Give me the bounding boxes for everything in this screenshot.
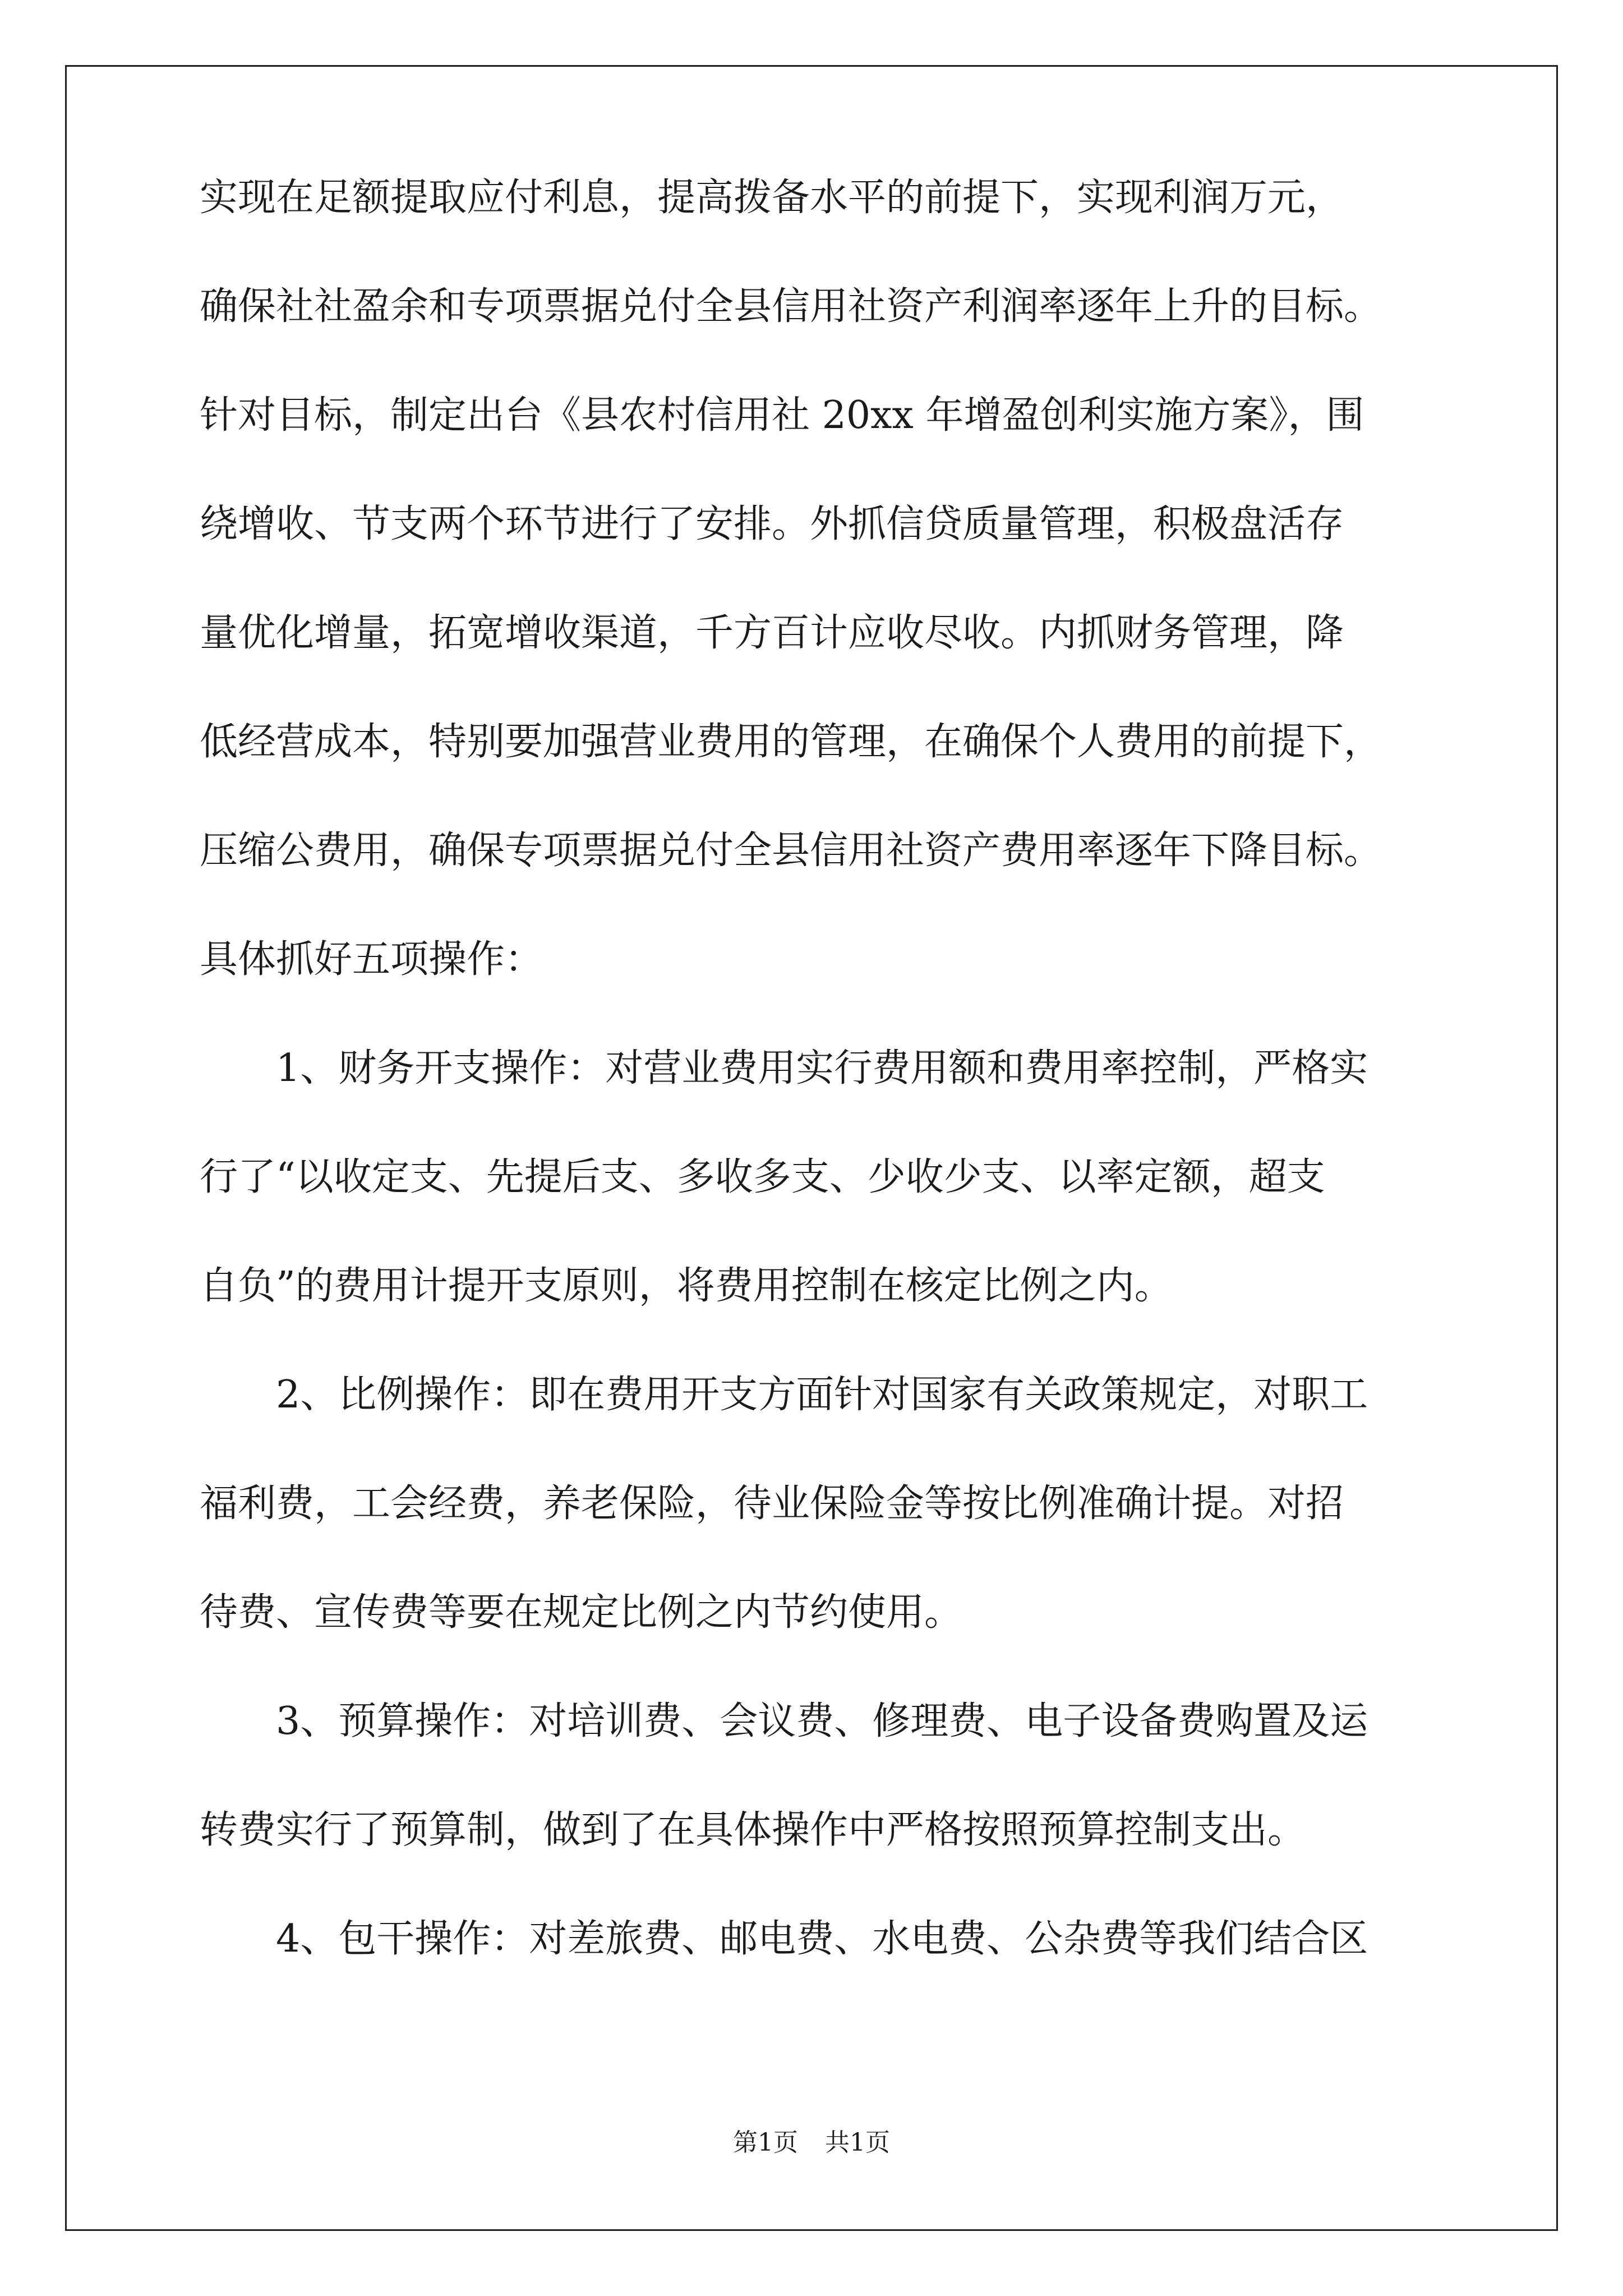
text-line: 针对目标，制定出台《县农村信用社 20xx 年增盈创利实施方案》，围: [200, 393, 1364, 438]
text-line: 量优化增量，拓宽增收渠道，千方百计应收尽收。内抓财务管理，降: [200, 611, 1344, 655]
page-total: 共1页: [825, 2128, 890, 2157]
text-line: 待费、宣传费等要在规定比例之内节约使用。: [200, 1590, 963, 1635]
text-line: 具体抓好五项操作：: [200, 937, 543, 982]
text-line: 压缩公费用，确保专项票据兑付全县信用社资产费用率逐年下降目标。: [200, 829, 1382, 873]
text-line: 低经营成本，特别要加强营业费用的管理，在确保个人费用的前提下，: [200, 720, 1382, 764]
text-line: 自负”的费用计提开支原则，将费用控制在核定比例之内。: [200, 1264, 1173, 1308]
item-2-line: 2、比例操作：即在费用开支方面针对国家有关政策规定，对职工: [276, 1373, 1368, 1417]
text-line: 绕增收、节支两个环节进行了安排。外抓信贷质量管理，积极盘活存: [200, 502, 1344, 546]
document-body: [200, 178, 1433, 2028]
item-3-line: 3、预算操作：对培训费、会议费、修理费、电子设备费购置及运: [276, 1699, 1368, 1743]
text-line: 确保社社盈余和专项票据兑付全县信用社资产利润率逐年上升的目标。: [200, 284, 1382, 329]
item-4-line: 4、包干操作：对差旅费、邮电费、水电费、公杂费等我们结合区: [276, 1917, 1368, 1961]
text-line: 福利费，工会经费，养老保险，待业保险金等按比例准确计提。对招: [200, 1481, 1344, 1526]
item-1-line: 1、财务开支操作：对营业费用实行费用额和费用率控制，严格实: [276, 1046, 1368, 1091]
text-line: 实现在足额提取应付利息，提高拨备水平的前提下，实现利润万元，: [200, 176, 1344, 220]
page-number: 第1页: [733, 2128, 798, 2157]
text-line: 行了“以收定支、先提后支、多收多支、少收少支、以率定额，超支: [200, 1155, 1325, 1199]
text-line: 转费实行了预算制，做到了在具体操作中严格按照预算控制支出。: [200, 1808, 1306, 1852]
page-footer: [0, 2129, 1623, 2157]
